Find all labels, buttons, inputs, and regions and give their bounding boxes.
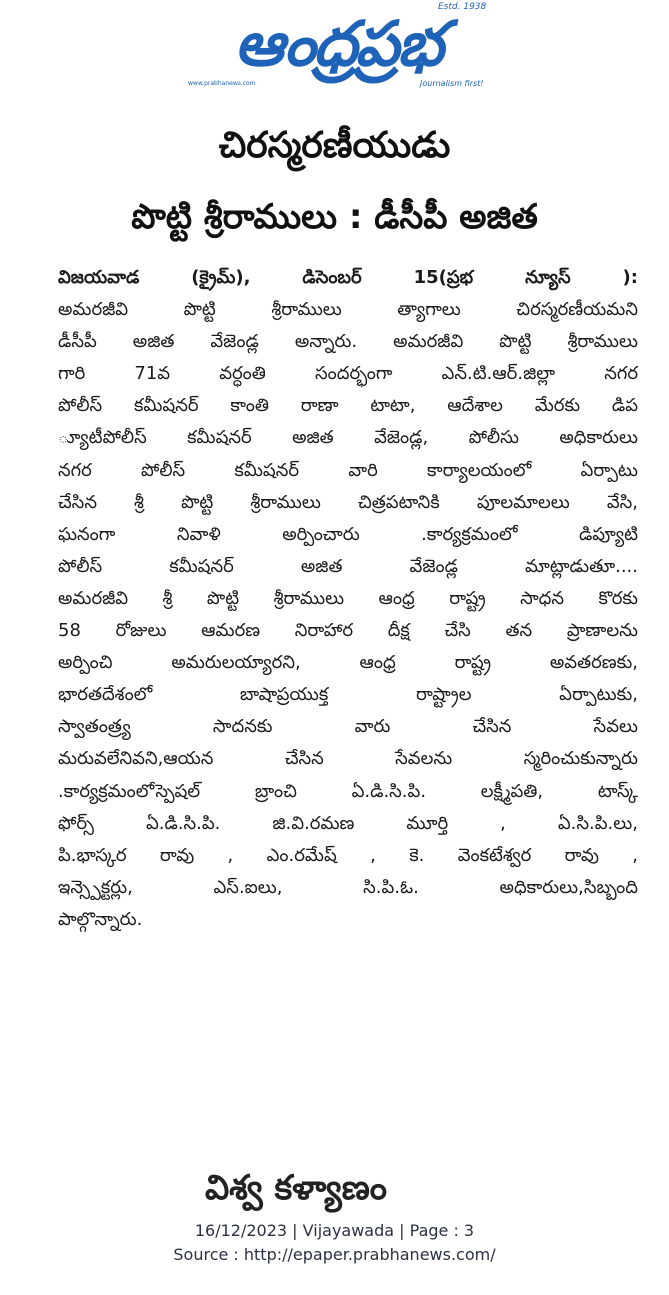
article-line: ్యూటీపోలీస్ కమీషనర్ అజిత వేజెండ్ల, పోలీసు అధికారులు [58,427,638,449]
masthead [0,0,669,100]
footer-source: Source : http://epaper.prabhanews.com/ [173,1245,496,1264]
article-line: స్వాతంత్ర్య సాదనకు వారు చేసిన సేవలు [58,716,638,738]
article-line: భారతదేశంలో బాషాప్రయుక్త రాష్ట్రాల ఏర్పాటుకు, [58,684,638,706]
headline-line-1: చిరస్మరణీయుడు [218,125,451,166]
article-line: గారి 71వ వర్ధంతి సందర్భంగా ఎన్.టి.ఆర్.జిల్లా నగర [58,363,638,385]
tagline: Journalism first! [420,79,484,88]
article-line: .కార్యక్రమంలోస్పెషల్ బ్రాంచి ఏ.డి.సి.పి. లక్ష్మీపతి, టాస్క్ [58,780,638,802]
article-line: డీసీపీ అజిత వేజెండ్ల అన్నారు. అమరజీవి పొట్టి శ్రీరాములు [58,331,638,353]
article-line: అమరజీవి పొట్టి శ్రీరాములు త్యాగాలు చిరస్మరణీయమని [58,299,638,321]
headline-line-2: పొట్టి శ్రీరాములు : డీసీపీ అజిత [131,197,538,237]
article-line: నగర పోలీస్ కమీషనర్ వారి కార్యాలయంలో ఏర్పాటు [58,459,638,481]
article-line: చేసిన శ్రీ పొట్టి శ్రీరాములు చిత్రపటానికి పూలమాలలు వేసి, [58,491,638,513]
article-line: పోలీస్ కమీషనర్ కాంతి రాణా టాటా, ఆదేశాల మేరకు డిప [58,395,638,417]
next-headline-cutoff [205,1168,475,1208]
article-line: పాల్గొన్నారు. [58,908,143,930]
article-line: ఘనంగా నివాళి అర్పించారు .కార్యక్రమంలో డిప్యూటి [58,523,638,545]
footer-date-edition: 16/12/2023 | Vijayawada | Page : 3 [194,1221,475,1240]
article-line: ఇన్స్పెక్టర్లు, ఎస్.ఐలు, సి.పి.ఓ. అధికారులు,సిబ్బంది [58,876,638,898]
website-label: www.prabhanews.com [188,80,256,87]
article-line: అర్పించి అమరులయ్యారని, ఆంధ్ర రాష్ట్ర అవతరణకు, [58,652,638,674]
article-line: పోలీస్ కమీషనర్ అజిత వేజెండ్ల మాట్లాడుతూ.... [58,555,638,577]
footer [0,1219,669,1267]
dateline: విజయవాడ (క్రైమ్), డిసెంబర్ 15(ప్రభ న్యూస్ ): [58,267,638,288]
article-line: ఫోర్స్ ఏ.డి.సి.పి. జి.వి.రమణ మూర్తి , ఏ.సి.పి.లు, [58,812,638,834]
next-headline-text: విశ్వ కళ్యాణం [205,1168,388,1208]
article-line: మరువలేనివని,ఆయన చేసిన సేవలను స్మరించుకున్నారు [58,748,638,770]
article-body [58,262,638,936]
estd-label: Estd. 1938 [438,2,487,12]
article-line: పి.భాస్కర రావు , ఎం.రమేష్ , కె. వెంకటేశ్వర రావు , [58,844,638,866]
newspaper-logo: ఆంధ్రప్రభ [234,7,442,80]
article-line: అమరజీవి శ్రీ పొట్టి శ్రీరాములు ఆంధ్ర రాష్ట్ర సాధన కొరకు [58,587,638,609]
article-line: 58 రోజులు ఆమరణ నిరాహార దీక్ష చేసి తన ప్రాణాలను [58,620,638,642]
